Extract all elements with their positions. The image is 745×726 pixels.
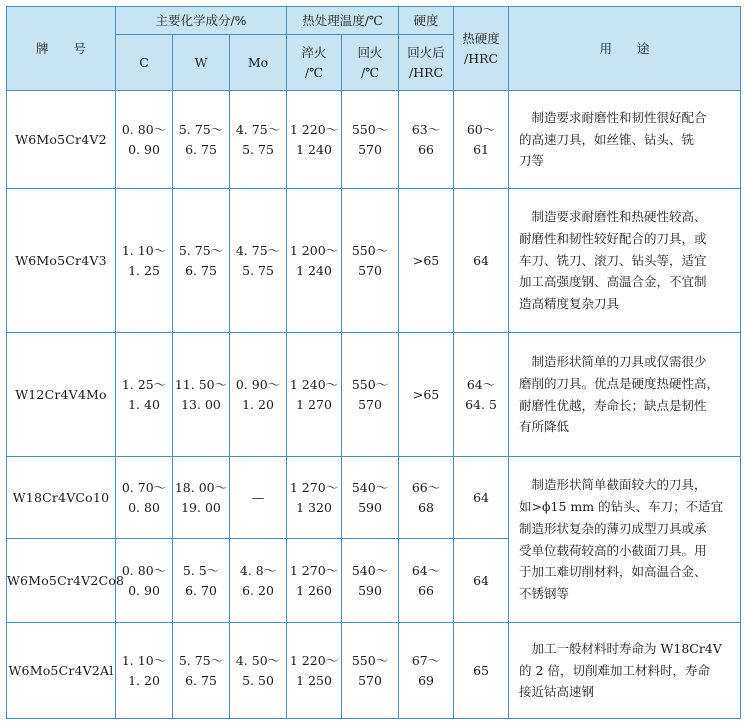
quench-cell (287, 623, 342, 719)
usage-line: 受单位载荷较高的小截面刀具。用 (519, 542, 707, 558)
usage-line: 接近钴高速钢 (519, 684, 595, 700)
red-hardness-cell (454, 333, 509, 457)
quench-value: 1 240 (296, 141, 332, 157)
header-after-temper-line2: /HRC (409, 64, 444, 80)
usage-line: 制造形状复杂的薄刃成型刀具或承 (519, 520, 707, 536)
w-value: 13. 00 (181, 396, 221, 412)
hardness-cell (399, 457, 454, 539)
c-value: 1. 10～ (121, 652, 167, 668)
header-hardness: 硬度 (399, 7, 454, 35)
c-value: 1. 10～ (121, 242, 167, 258)
temper-value: 570 (358, 262, 382, 278)
c-value: 0. 90 (128, 582, 160, 598)
w-cell (173, 333, 230, 457)
w-cell (173, 623, 230, 719)
mo-value: 5. 50 (242, 672, 274, 688)
c-value: 0. 80 (128, 499, 160, 515)
hardness-value: 66～ (411, 479, 441, 495)
quench-cell (287, 189, 342, 333)
grade-cell: W6Mo5Cr4V2 (7, 91, 116, 189)
header-mo: Mo (230, 35, 287, 91)
header-w: W (173, 35, 230, 91)
usage-line: 车刀、铣刀、滚刀、钻头等，适宜 (519, 252, 707, 268)
w-cell (173, 189, 230, 333)
quench-cell (287, 91, 342, 189)
usage-cell (509, 189, 741, 333)
temper-value: 590 (358, 499, 382, 515)
temper-value: 550～ (351, 652, 389, 668)
c-value: 0. 80～ (121, 121, 167, 137)
w-value: 6. 70 (185, 582, 217, 598)
w-value: 5. 75～ (178, 121, 224, 137)
hardness-value: >65 (412, 252, 440, 268)
red-hardness-cell (454, 457, 509, 539)
header-quench (287, 35, 342, 91)
table-body (7, 91, 741, 719)
mo-cell (230, 333, 287, 457)
mo-value: 4. 50～ (235, 652, 281, 668)
red-hardness-value: 64 (473, 252, 489, 268)
mo-value: 5. 75 (242, 141, 274, 157)
temper-value: 590 (358, 582, 382, 598)
hardness-cell (399, 189, 454, 333)
header-after-temper-line1: 回火后 (407, 45, 445, 61)
header-quench-line2: /℃ (304, 64, 324, 80)
usage-line: 刀等 (519, 153, 545, 169)
usage-cell (509, 91, 741, 189)
mo-cell (230, 539, 287, 623)
w-cell (173, 539, 230, 623)
w-cell (173, 91, 230, 189)
red-hardness-cell (454, 91, 509, 189)
temper-value: 570 (358, 396, 382, 412)
quench-value: 1 250 (296, 672, 332, 688)
header-temper-line1: 回火 (357, 45, 383, 61)
usage-line: 制造要求耐磨性和韧性很好配合 (519, 109, 707, 125)
hardness-value: 69 (418, 672, 434, 688)
hardness-cell (399, 623, 454, 719)
c-value: 1. 20 (128, 672, 160, 688)
usage-line: 的高速刀具，如丝锥、钻头、铣 (519, 131, 695, 147)
usage-line: 于加工难切削材料，如高温合金、 (519, 564, 707, 580)
usage-line: 造高精度复杂刀具 (519, 296, 620, 312)
header-temper-line2: /℃ (360, 64, 380, 80)
header-red-hardness-line1: 热硬度 (462, 31, 500, 47)
quench-value: 1 270～ (289, 479, 339, 495)
red-hardness-cell (454, 623, 509, 719)
quench-value: 1 320 (296, 499, 332, 515)
usage-line: 有所降低 (519, 419, 570, 435)
table-header (7, 7, 741, 91)
header-composition: 主要化学成分/% (116, 7, 287, 35)
usage-line: 制造形状简单的刀具或仅需很少 (519, 353, 707, 369)
quench-value: 1 200～ (289, 242, 339, 258)
grade-cell: W6Mo5Cr4V2Al (7, 623, 116, 719)
w-value: 5. 5～ (182, 562, 220, 578)
table-row (7, 91, 741, 189)
hardness-value: >65 (412, 386, 440, 402)
hardness-cell (399, 333, 454, 457)
quench-cell (287, 539, 342, 623)
red-hardness-value: 64 (473, 572, 489, 588)
c-value: 0. 70～ (121, 479, 167, 495)
c-cell (116, 623, 173, 719)
grade-cell: W6Mo5Cr4V3 (7, 189, 116, 333)
mo-value: — (251, 489, 265, 505)
mo-value: 5. 75 (242, 262, 274, 278)
temper-cell (342, 539, 399, 623)
header-c: C (116, 35, 173, 91)
red-hardness-value: 61 (473, 141, 489, 157)
w-cell (173, 457, 230, 539)
red-hardness-cell (454, 539, 509, 623)
usage-line: 加工一般材料时寿命为 W18Cr4V (519, 640, 722, 656)
temper-cell (342, 457, 399, 539)
usage-line: 制造要求耐磨性和热硬性较高、 (519, 208, 707, 224)
table-row (7, 333, 741, 457)
quench-value: 1 220～ (289, 121, 339, 137)
w-value: 6. 75 (185, 141, 217, 157)
header-quench-line1: 淬火 (301, 45, 327, 61)
grade-cell: W18Cr4VCo10 (7, 457, 116, 539)
header-after-temper (399, 35, 454, 91)
w-value: 6. 75 (185, 672, 217, 688)
w-value: 5. 75～ (178, 242, 224, 258)
usage-line: 加工高强度钢、高温合金，不宜制 (519, 274, 707, 290)
red-hardness-value: 65 (473, 662, 489, 678)
mo-value: 0. 90～ (235, 376, 281, 392)
w-value: 11. 50～ (174, 376, 228, 392)
usage-cell (509, 623, 741, 719)
quench-cell (287, 457, 342, 539)
red-hardness-cell (454, 189, 509, 333)
hardness-value: 67～ (411, 652, 441, 668)
quench-value: 1 240～ (289, 376, 339, 392)
hardness-value: 63～ (411, 121, 441, 137)
header-usage: 用 途 (509, 7, 741, 91)
grade-cell: W6Mo5Cr4V2Co8 (7, 539, 116, 623)
temper-value: 570 (358, 672, 382, 688)
red-hardness-value: 64. 5 (465, 396, 497, 412)
steel-properties-table (6, 6, 741, 719)
c-cell (116, 457, 173, 539)
temper-cell (342, 189, 399, 333)
w-value: 6. 75 (185, 262, 217, 278)
temper-value: 550～ (351, 121, 389, 137)
w-value: 18. 00～ (174, 479, 228, 495)
usage-line: 如>ϕ15 mm 的钻头、车刀；不适宜 (519, 498, 724, 514)
mo-value: 4. 75～ (235, 121, 281, 137)
temper-cell (342, 91, 399, 189)
hardness-cell (399, 91, 454, 189)
mo-value: 4. 75～ (235, 242, 281, 258)
table-row (7, 457, 741, 539)
header-heat-treatment: 热处理温度/℃ (287, 7, 399, 35)
c-cell (116, 91, 173, 189)
red-hardness-value: 60～ (466, 121, 496, 137)
w-value: 5. 75～ (178, 652, 224, 668)
grade-cell: W12Cr4V4Mo (7, 333, 116, 457)
c-value: 1. 25～ (121, 376, 167, 392)
temper-value: 550～ (351, 376, 389, 392)
quench-cell (287, 333, 342, 457)
red-hardness-value: 64～ (466, 376, 496, 392)
red-hardness-value: 64 (473, 489, 489, 505)
table-row (7, 623, 741, 719)
mo-cell (230, 457, 287, 539)
mo-value: 1. 20 (242, 396, 274, 412)
w-value: 19. 00 (181, 499, 221, 515)
c-value: 1. 25 (128, 262, 160, 278)
c-value: 0. 80～ (121, 562, 167, 578)
c-value: 1. 40 (128, 396, 160, 412)
mo-cell (230, 189, 287, 333)
usage-line: 磨削的刀具。优点是硬度热硬性高， (519, 375, 720, 391)
quench-value: 1 220～ (289, 652, 339, 668)
temper-value: 540～ (351, 562, 389, 578)
usage-cell (509, 333, 741, 457)
usage-line: 耐磨性和韧性较好配合的刀具，或 (519, 230, 707, 246)
quench-value: 1 270 (296, 396, 332, 412)
header-red-hardness-line2: /HRC (464, 50, 499, 66)
usage-line: 不锈钢等 (519, 586, 570, 602)
mo-value: 6. 20 (242, 582, 274, 598)
temper-cell (342, 623, 399, 719)
quench-value: 1 270～ (289, 562, 339, 578)
temper-value: 570 (358, 141, 382, 157)
header-red-hardness (454, 7, 509, 91)
table-row (7, 189, 741, 333)
temper-value: 540～ (351, 479, 389, 495)
mo-cell (230, 91, 287, 189)
usage-line: 耐磨性优越，寿命长；缺点是韧性 (519, 397, 707, 413)
quench-value: 1 260 (296, 582, 332, 598)
mo-cell (230, 623, 287, 719)
header-temper (342, 35, 399, 91)
quench-value: 1 240 (296, 262, 332, 278)
c-cell (116, 539, 173, 623)
hardness-value: 64～ (411, 562, 441, 578)
temper-cell (342, 333, 399, 457)
hardness-value: 68 (418, 499, 434, 515)
temper-value: 550～ (351, 242, 389, 258)
usage-line: 制造形状简单截面较大的刀具， (519, 476, 707, 492)
usage-cell (509, 457, 741, 623)
c-cell (116, 189, 173, 333)
hardness-value: 66 (418, 582, 434, 598)
mo-value: 4. 8～ (239, 562, 277, 578)
header-grade: 牌 号 (7, 7, 116, 91)
hardness-value: 66 (418, 141, 434, 157)
hardness-cell (399, 539, 454, 623)
usage-line: 的 2 倍，切削难加工材料时，寿命 (519, 662, 710, 678)
c-value: 0. 90 (128, 141, 160, 157)
c-cell (116, 333, 173, 457)
